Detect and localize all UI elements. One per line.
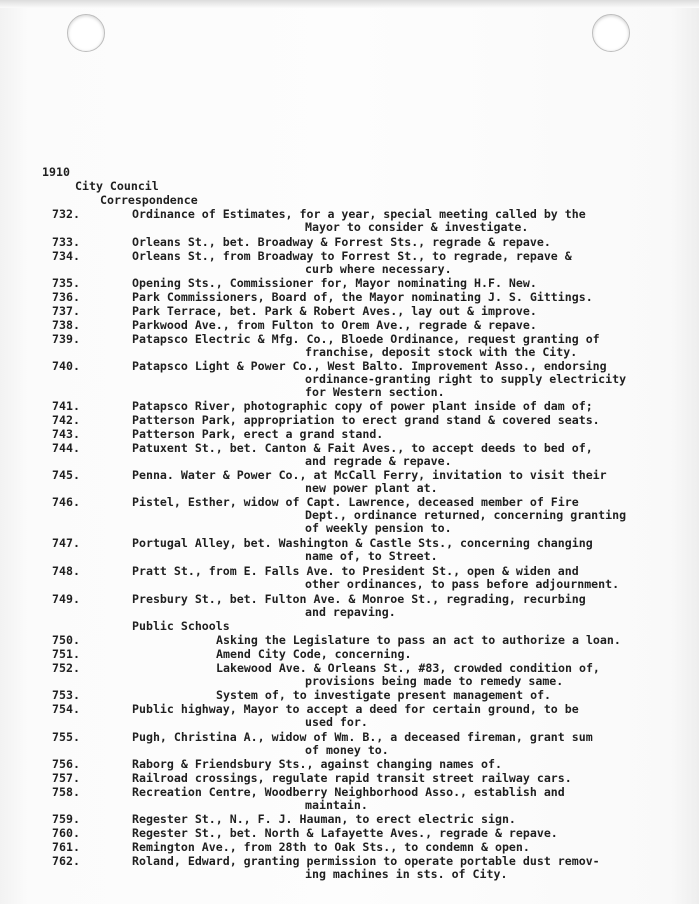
entry-text: Recreation Centre, Woodberry Neighborhood Asso., establish and — [132, 785, 565, 799]
entry-text: Parkwood Ave., from Fulton to Orem Ave., regrade & repave. — [132, 318, 537, 332]
entry-text: Penna. Water & Power Co., at McCall Ferry, invitation to visit their — [132, 468, 607, 482]
subheading-public-schools: Public Schools — [132, 619, 230, 633]
entry-text: Orleans St., from Broadway to Forrest St., to regrade, repave & — [132, 249, 572, 263]
entry-number: 732. — [52, 207, 80, 221]
entry-text: Raborg & Friendsbury Sts., against changing names of. — [132, 757, 502, 771]
entry-number: 745. — [52, 468, 80, 482]
entry-number: 752. — [52, 661, 80, 675]
entry-text: Patuxent St., bet. Canton & Fait Aves., to accept deeds to bed of, — [132, 441, 593, 455]
entry-number: 747. — [52, 536, 80, 550]
entry-text-continued: new power plant at. — [305, 481, 438, 495]
entry-number: 746. — [52, 495, 80, 509]
entry-number: 758. — [52, 785, 80, 799]
entry-text: Roland, Edward, granting permission to operate portable dust remov- — [132, 854, 600, 868]
entry-number: 740. — [52, 359, 80, 373]
entry-text-continued: curb where necessary. — [305, 262, 452, 276]
binder-hole-left — [67, 14, 105, 52]
entry-number: 748. — [52, 564, 80, 578]
entry-text-continued: Mayor to consider & investigate. — [305, 220, 529, 234]
entry-number: 755. — [52, 730, 80, 744]
entry-number: 756. — [52, 757, 80, 771]
section-heading: City Council — [75, 179, 159, 193]
entry-text: Patapsco Electric & Mfg. Co., Bloede Ordinance, request granting of — [132, 332, 600, 346]
entry-number: 759. — [52, 812, 80, 826]
entry-number: 753. — [52, 688, 80, 702]
entry-text-continued: provisions being made to remedy same. — [305, 674, 564, 688]
entry-number: 761. — [52, 840, 80, 854]
entry-number: 737. — [52, 304, 80, 318]
entry-number: 736. — [52, 290, 80, 304]
entry-text-continued: of money to. — [305, 743, 389, 757]
entry-text-continued: and repaving. — [305, 605, 396, 619]
entry-text: Orleans St., bet. Broadway & Forrest Sts., regrade & repave. — [132, 235, 551, 249]
entry-text: Patapsco Light & Power Co., West Balto. Improvement Asso., endorsing — [132, 359, 607, 373]
entry-text: Patapsco River, photographic copy of power plant inside of dam of; — [132, 399, 593, 413]
entry-text-continued: for Western section. — [305, 385, 445, 399]
entry-number: 735. — [52, 276, 80, 290]
entry-number: 749. — [52, 592, 80, 606]
entry-number: 750. — [52, 633, 80, 647]
entry-text: Pistel, Esther, widow of Capt. Lawrence, deceased member of Fire — [132, 495, 579, 509]
entry-text: Opening Sts., Commissioner for, Mayor nominating H.F. New. — [132, 276, 537, 290]
entry-number: 734. — [52, 249, 80, 263]
entry-text-continued: and regrade & repave. — [305, 454, 452, 468]
entry-text: Ordinance of Estimates, for a year, special meeting called by the — [132, 207, 586, 221]
entry-text-continued: used for. — [305, 715, 368, 729]
entry-text: Public highway, Mayor to accept a deed for certain ground, to be — [132, 702, 579, 716]
entry-text: Regester St., bet. North & Lafayette Aves., regrade & repave. — [132, 826, 558, 840]
entry-text-continued: ordinance-granting right to supply electricity — [305, 372, 627, 386]
entry-text: Patterson Park, appropriation to erect grand stand & covered seats. — [132, 413, 600, 427]
entry-text: System of, to investigate present management of. — [216, 688, 552, 702]
entry-text: Railroad crossings, regulate rapid transit street railway cars. — [132, 771, 572, 785]
entry-text: Park Commissioners, Board of, the Mayor nominating J. S. Gittings. — [132, 290, 593, 304]
year-heading: 1910 — [42, 165, 70, 179]
entry-number: 738. — [52, 318, 80, 332]
entry-number: 762. — [52, 854, 80, 868]
binder-hole-right — [592, 14, 630, 52]
entry-number: 751. — [52, 647, 80, 661]
entry-number: 733. — [52, 235, 80, 249]
entry-text-continued: ing machines in sts. of City. — [305, 867, 508, 881]
entry-number: 744. — [52, 441, 80, 455]
category-heading: Correspondence — [100, 193, 198, 207]
entry-number: 743. — [52, 427, 80, 441]
entry-number: 757. — [52, 771, 80, 785]
entry-text: Regester St., N., F. J. Hauman, to erect electric sign. — [132, 812, 516, 826]
entry-text: Portugal Alley, bet. Washington & Castle Sts., concerning changing — [132, 536, 593, 550]
entry-text-continued: of weekly pension to. — [305, 521, 452, 535]
entry-text: Patterson Park, erect a grand stand. — [132, 427, 384, 441]
entry-text-continued: franchise, deposit stock with the City. — [305, 345, 578, 359]
entry-text: Lakewood Ave. & Orleans St., #83, crowded condition of, — [216, 661, 600, 675]
entry-text: Asking the Legislature to pass an act to authorize a loan. — [216, 633, 621, 647]
entry-text-continued: other ordinances, to pass before adjournment. — [305, 577, 620, 591]
entry-number: 760. — [52, 826, 80, 840]
entry-number: 741. — [52, 399, 80, 413]
entry-number: 754. — [52, 702, 80, 716]
entry-text: Presbury St., bet. Fulton Ave. & Monroe St., regrading, recurbing — [132, 592, 586, 606]
entry-text-continued: name of, to Street. — [305, 549, 438, 563]
entry-text: Remington Ave., from 28th to Oak Sts., to condemn & open. — [132, 840, 530, 854]
entry-text: Pugh, Christina A., widow of Wm. B., a deceased fireman, grant sum — [132, 730, 593, 744]
entry-text: Pratt St., from E. Falls Ave. to President St., open & widen and — [132, 564, 579, 578]
entry-text-continued: Dept., ordinance returned, concerning granting — [305, 508, 627, 522]
entry-text: Park Terrace, bet. Park & Robert Aves., lay out & improve. — [132, 304, 537, 318]
entry-number: 739. — [52, 332, 80, 346]
page-top-edge — [0, 0, 699, 8]
entry-number: 742. — [52, 413, 80, 427]
entry-text: Amend City Code, concerning. — [216, 647, 412, 661]
entry-text-continued: maintain. — [305, 798, 368, 812]
